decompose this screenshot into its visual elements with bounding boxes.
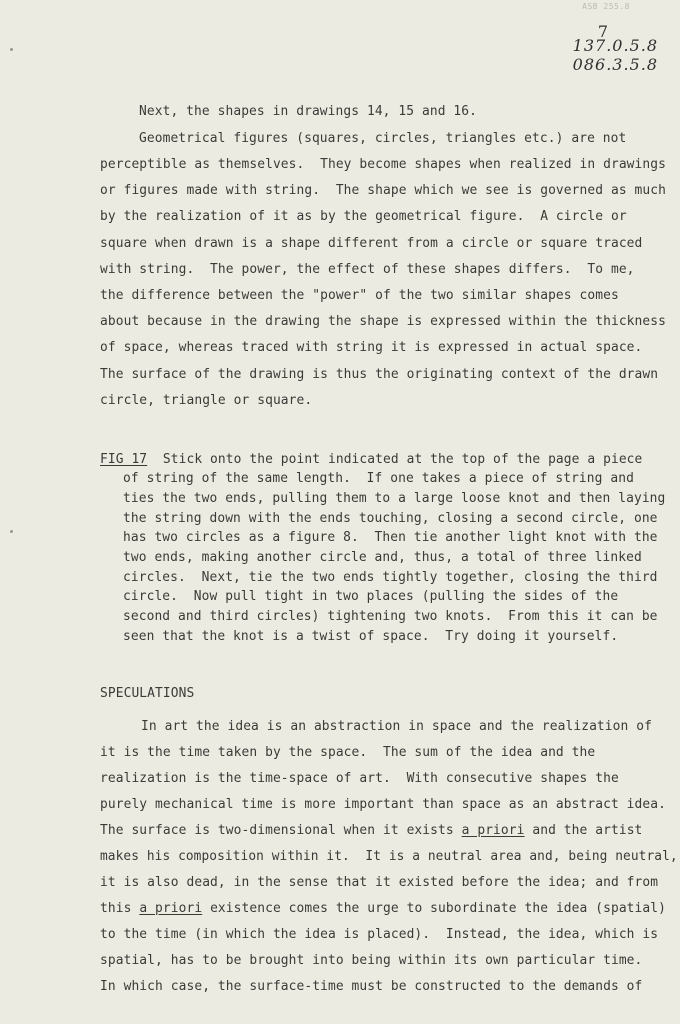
text-line: of string of the same length. If one takes a piece of string and [123,471,634,486]
text-line: with string. The power, the effect of these shapes differs. To me, [100,262,635,277]
text-line: of space, whereas traced with string it is expressed in actual space. [100,340,643,355]
text-line: the difference between the "power" of the two similar shapes comes [100,288,619,303]
text-line: Geometrical figures (squares, circles, triangles etc.) are not [139,131,627,146]
text-line: Next, the shapes in drawings 14, 15 and 16. [139,104,478,119]
text-line: square when drawn is a shape different from a circle or square traced [100,236,643,251]
punch-hole-mark [10,530,13,533]
text-line: the string down with the ends touching, closing a second circle, one [123,511,658,526]
text-line: In art the idea is an abstraction in space and the realization of [141,719,652,734]
text-line: or figures made with string. The shape which we see is governed as much [100,183,666,198]
text-line: ties the two ends, pulling them to a large loose knot and then laying [123,491,666,506]
text-line: seen that the knot is a twist of space. Try doing it yourself. [123,629,619,644]
text-line: it is the time taken by the space. The sum of the idea and the [100,745,596,760]
text-line: realization is the time-space of art. With consecutive shapes the [100,771,619,786]
a-priori-emphasis: a priori [139,901,203,916]
fig-17-label: FIG 17 [100,452,148,467]
text-line: it is also dead, in the sense that it existed before the idea; and from [100,875,659,890]
archive-code-1: 137.0.5.8 [572,36,658,55]
text-line: this a priori existence comes the urge to subordinate the idea (spatial) [100,901,666,916]
text-line: makes his composition within it. It is a neutral area and, being neutral, [100,849,678,864]
text-line: circle, triangle or square. [100,393,313,408]
text-line: two ends, making another circle and, thus, a total of three linked [123,550,642,565]
fig-17-first-line: FIG 17 Stick onto the point indicated at the top of the page a piece [100,452,643,467]
text-line: In which case, the surface-time must be constructed to the demands of [100,979,643,994]
text-line: circle. Now pull tight in two places (pulling the sides of the [123,589,619,604]
text-line: perceptible as themselves. They become shapes when realized in drawings [100,157,666,172]
punch-hole-mark [10,48,13,51]
text-line: spatial, has to be brought into being within its own particular time. [100,953,643,968]
text-line: by the realization of it as by the geometrical figure. A circle or [100,209,627,224]
page-number: 7 [597,22,608,41]
archive-code-2: 086.3.5.8 [572,55,658,74]
archive-stamp: ASB 255.8 [582,2,630,11]
text-line: circles. Next, tie the two ends tightly together, closing the third [123,570,658,585]
section-heading-speculations: SPECULATIONS [100,686,195,701]
text-line: The surface is two-dimensional when it exists a priori and the artist [100,823,643,838]
a-priori-emphasis: a priori [461,823,525,838]
text-line: has two circles as a figure 8. Then tie another light knot with the [123,530,658,545]
text-line: to the time (in which the idea is placed). Instead, the idea, which is [100,927,659,942]
text-line: second and third circles) tightening two knots. From this it can be [123,609,658,624]
text-line: The surface of the drawing is thus the originating context of the drawn [100,367,659,382]
text-line: purely mechanical time is more important than space as an abstract idea. [100,797,666,812]
text-line: about because in the drawing the shape is expressed within the thickness [100,314,666,329]
